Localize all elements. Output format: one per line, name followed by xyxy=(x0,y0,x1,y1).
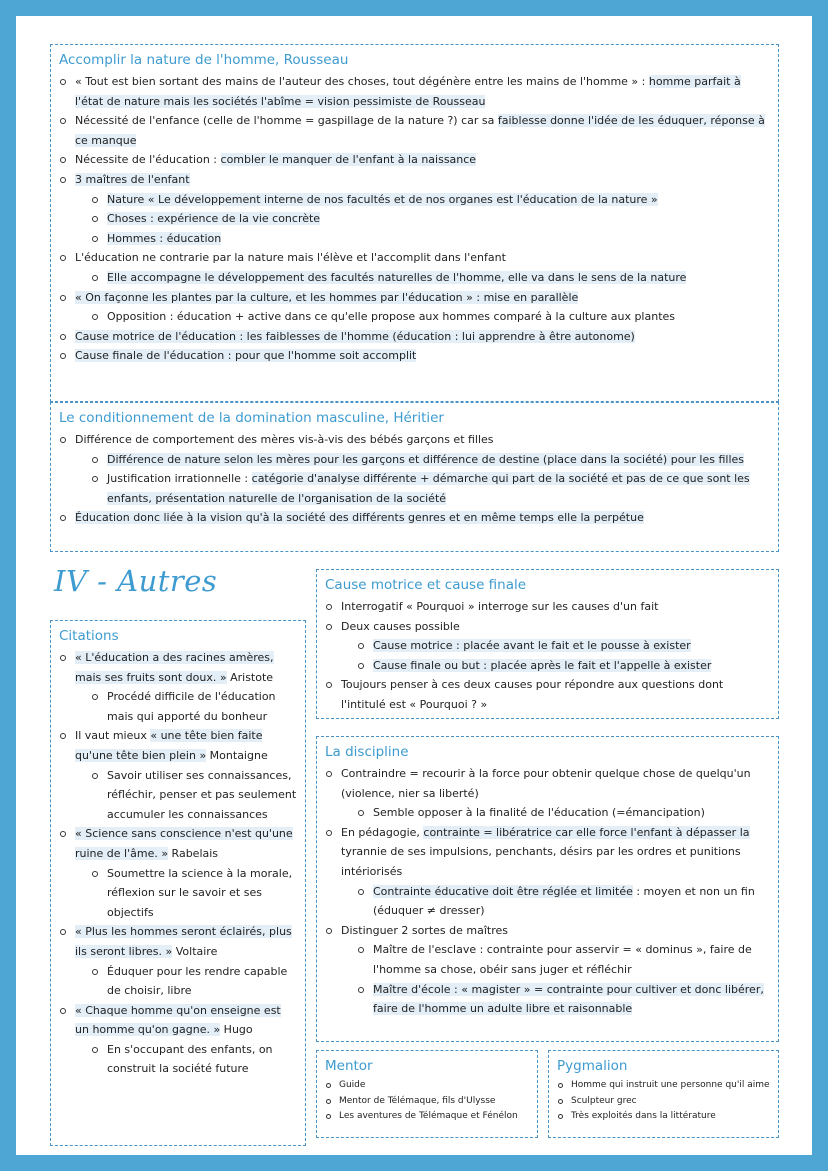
list-item: Deux causes possible Cause motrice : placée avant le fait et le pousse à exister Cause finale ou but : placée après le fait et l'appelle à exister xyxy=(325,617,770,676)
list-item: Très exploités dans la littérature xyxy=(557,1109,770,1125)
section-title: Citations xyxy=(59,628,119,644)
section-title: Accomplir la nature de l'homme, Rousseau xyxy=(59,52,349,68)
list-item: En pédagogie, contrainte = libératrice car elle force l'enfant à dépasser la tyrannie de ses impulsions, penchants, désirs par les ordres et punitions intériorisés Contrainte éducative doit être réglée et limitée : moyen et non un fin (éduquer ≠ dresser) xyxy=(325,823,770,921)
list-item: Savoir utiliser ses connaissances, réfléchir, penser et pas seulement accumuler les connaissances xyxy=(91,766,297,825)
section-title: Le conditionnement de la domination masculine, Héritier xyxy=(59,410,444,426)
list-item: En s'occupant des enfants, on construit la société future xyxy=(91,1040,297,1079)
section-title: Cause motrice et cause finale xyxy=(325,577,527,593)
list-item: Les aventures de Télémaque et Fénélon xyxy=(325,1109,529,1125)
section-citations xyxy=(50,620,306,1146)
list-item: Mentor de Télémaque, fils d'Ulysse xyxy=(325,1094,529,1110)
list-item: « Tout est bien sortant des mains de l'auteur des choses, tout dégénère entre les mains de l'homme » : homme parfait à l'état de nature mais les sociétés l'abîme = vision pessimiste de Rousseau xyxy=(59,72,770,111)
list-item: L'éducation ne contrarie par la nature mais l'élève et l'accomplit dans l'enfant Elle accompagne le développement des facultés naturelles de l'homme, elle va dans le sens de la nature xyxy=(59,248,770,287)
list-item: « Chaque homme qu'on enseigne est un homme qu'on gagne. » Hugo En s'occupant des enfants, on construit la société future xyxy=(59,1001,297,1079)
list-item: Cause finale de l'éducation : pour que l'homme soit accomplit xyxy=(59,346,770,366)
list-item: « L'éducation a des racines amères, mais ses fruits sont doux. » Aristote Procédé difficile de l'éducation mais qui apporté du bonheur xyxy=(59,648,297,726)
list-item: Différence de comportement des mères vis-à-vis des bébés garçons et filles Différence de nature selon les mères pour les garçons et différence de destine (place dans la société) pour les filles Justification irrationnelle : catégorie d'analyse différente + démarche qui part de la société et pas de ce que sont les enfants, présentation naturelle de l'organisation de la société xyxy=(59,430,770,508)
list-item: Distinguer 2 sortes de maîtres Maître de l'esclave : contrainte pour asservir = « dominus », faire de l'homme sa chose, obéir sans juger et réfléchir Maître d'école : « magister » = contrainte pour cultiver et donc libérer, faire de l'homme un adulte libre et raisonnable xyxy=(325,921,770,1019)
section-pygmalion xyxy=(548,1050,779,1138)
list-item: Soumettre la science à la morale, réflexion sur le savoir et ses objectifs xyxy=(91,864,297,923)
list-item: Nécessite de l'éducation : combler le manquer de l'enfant à la naissance xyxy=(59,150,770,170)
list-item: 3 maîtres de l'enfant Nature « Le développement interne de nos facultés et de nos organes est l'éducation de la nature » Choses : expérience de la vie concrète Hommes : éducation xyxy=(59,170,770,248)
page xyxy=(16,16,812,1155)
list-item: Nécessité de l'enfance (celle de l'homme = gaspillage de la nature ?) car sa faiblesse donne l'idée de les éduquer, réponse à ce manque xyxy=(59,111,770,150)
list-item: Contraindre = recourir à la force pour obtenir quelque chose de quelqu'un (violence, nier sa liberté) Semble opposer à la finalité de l'éducation (=émancipation) xyxy=(325,764,770,823)
section-heading-autres: IV - Autres xyxy=(54,564,218,598)
list-item: Semble opposer à la finalité de l'éducation (=émancipation) xyxy=(357,803,770,823)
list-item: Contrainte éducative doit être réglée et limitée : moyen et non un fin (éduquer ≠ dresser) xyxy=(357,882,770,921)
section-mentor xyxy=(316,1050,538,1138)
section-title: La discipline xyxy=(325,744,409,760)
list-item: Maître de l'esclave : contrainte pour asservir = « dominus », faire de l'homme sa chose, obéir sans juger et réfléchir xyxy=(357,940,770,979)
list-item: Éduquer pour les rendre capable de choisir, libre xyxy=(91,962,297,1001)
section-title: Mentor xyxy=(325,1058,373,1074)
list-item: Toujours penser à ces deux causes pour répondre aux questions dont l'intitulé est « Pourquoi ? » xyxy=(325,675,770,714)
list-item: Elle accompagne le développement des facultés naturelles de l'homme, elle va dans le sens de la nature xyxy=(91,268,770,288)
section-cause xyxy=(316,569,779,719)
list-item: Sculpteur grec xyxy=(557,1094,770,1110)
list-item: Guide xyxy=(325,1078,529,1094)
list-item: Interrogatif « Pourquoi » interroge sur les causes d'un fait xyxy=(325,597,770,617)
list-item: Procédé difficile de l'éducation mais qui apporté du bonheur xyxy=(91,687,297,726)
list-item: Choses : expérience de la vie concrète xyxy=(91,209,770,229)
list-item: Il vaut mieux « une tête bien faite qu'une tête bien plein » Montaigne Savoir utiliser ses connaissances, réfléchir, penser et pas seulement accumuler les connaissances xyxy=(59,726,297,824)
list-item: Homme qui instruit une personne qu'il aime xyxy=(557,1078,770,1094)
list-item: « On façonne les plantes par la culture, et les hommes par l'éducation » : mise en parallèle Opposition : éducation + active dans ce qu'elle propose aux hommes comparé à la culture aux plantes xyxy=(59,288,770,327)
list-item: Cause finale ou but : placée après le fait et l'appelle à exister xyxy=(357,656,770,676)
list-item: Maître d'école : « magister » = contrainte pour cultiver et donc libérer, faire de l'homme un adulte libre et raisonnable xyxy=(357,980,770,1019)
list-item: Opposition : éducation + active dans ce qu'elle propose aux hommes comparé à la culture aux plantes xyxy=(91,307,770,327)
list-item: Nature « Le développement interne de nos facultés et de nos organes est l'éducation de la nature » xyxy=(91,190,770,210)
list-item: « Plus les hommes seront éclairés, plus ils seront libres. » Voltaire Éduquer pour les rendre capable de choisir, libre xyxy=(59,922,297,1000)
list-item: Justification irrationnelle : catégorie d'analyse différente + démarche qui part de la société et pas de ce que sont les enfants, présentation naturelle de l'organisation de la société xyxy=(91,469,770,508)
section-title: Pygmalion xyxy=(557,1058,628,1074)
list-item: Éducation donc liée à la vision qu'à la société des différents genres et en même temps elle la perpétue xyxy=(59,508,770,528)
list-item: Différence de nature selon les mères pour les garçons et différence de destine (place dans la société) pour les filles xyxy=(91,450,770,470)
section-discipline xyxy=(316,736,779,1042)
list-item: Cause motrice de l'éducation : les faiblesses de l'homme (éducation : lui apprendre à être autonome) xyxy=(59,327,770,347)
section-heritier xyxy=(50,402,779,552)
list-item: Hommes : éducation xyxy=(91,229,770,249)
list-item: Cause motrice : placée avant le fait et le pousse à exister xyxy=(357,636,770,656)
section-rousseau xyxy=(50,44,779,402)
list-item: « Science sans conscience n'est qu'une ruine de l'âme. » Rabelais Soumettre la science à la morale, réflexion sur le savoir et ses objectifs xyxy=(59,824,297,922)
